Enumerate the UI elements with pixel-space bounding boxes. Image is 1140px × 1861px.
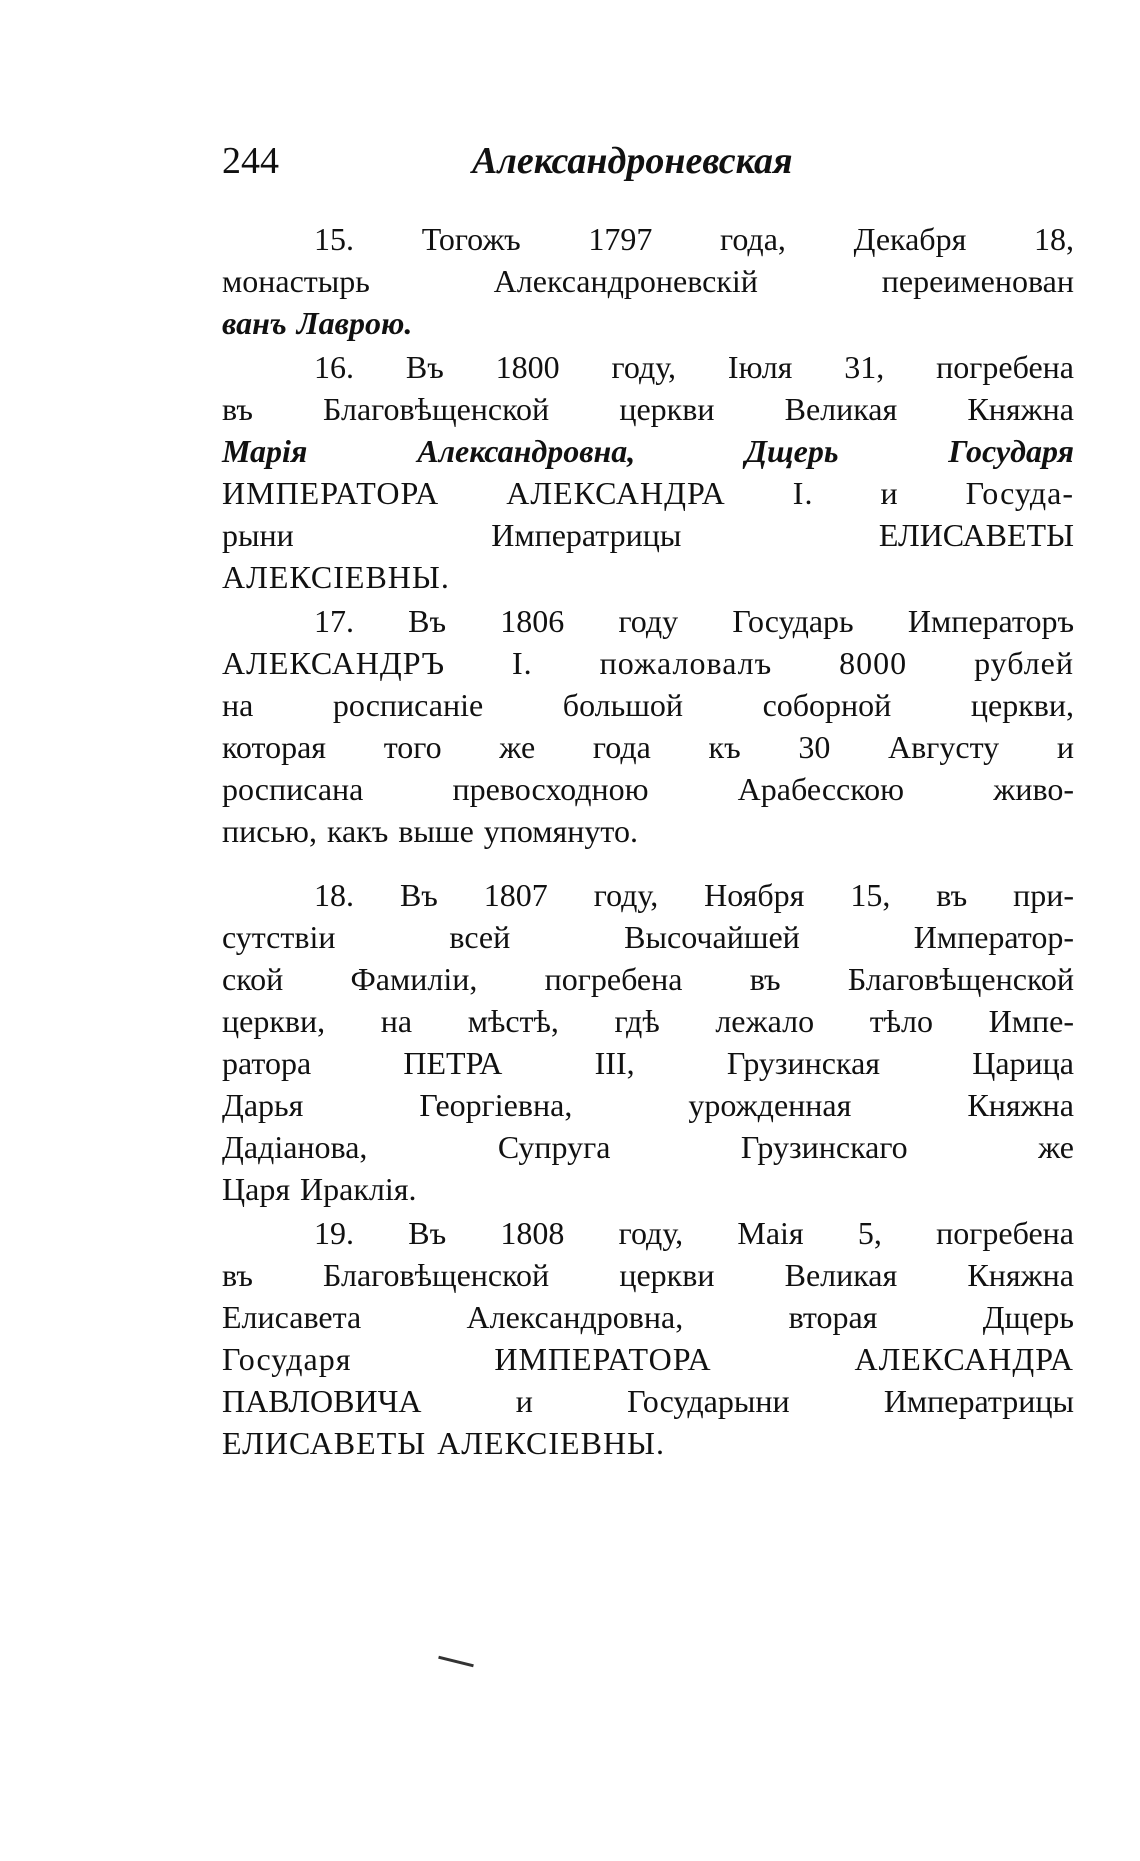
text-line: Елисавета Александровна, вторая Дщерь (222, 1299, 1074, 1335)
text-line: Дарья Георгіевна, урожденная Княжна (222, 1087, 1074, 1123)
text-line: въ Благовѣщенской церкви Великая Княжна (222, 1257, 1074, 1293)
paragraph-19 (222, 1212, 1074, 1464)
paragraph-18 (222, 874, 1074, 1210)
text-line: Марія Александровна, Дщерь Государя (222, 433, 1074, 469)
paragraph-15 (222, 218, 1074, 344)
text-line: 15. Тогожъ 1797 года, Декабря 18, (314, 221, 1074, 257)
text-line: 19. Въ 1808 году, Маія 5, погребена (314, 1215, 1074, 1251)
text-line: АЛЕКСІЕВНЫ. (222, 559, 450, 595)
text-line: рыни Императрицы ЕЛИСАВЕТЫ (222, 517, 1074, 553)
text-line: ЕЛИСАВЕТЫ АЛЕКСІЕВНЫ. (222, 1425, 665, 1461)
text-line: ПАВЛОВИЧА и Государыни Императрицы (222, 1383, 1074, 1419)
text-line: Царя Ираклія. (222, 1171, 417, 1207)
running-title: Александроневская (472, 140, 793, 182)
paragraph-17 (222, 600, 1074, 852)
text-line: Дадіанова, Супруга Грузинскаго же (222, 1129, 1074, 1165)
text-line: ИМПЕРАТОРА АЛЕКСАНДРА I. и Госуда- (222, 475, 1074, 511)
paragraph-16 (222, 346, 1074, 598)
book-page (222, 0, 1074, 1861)
text-line: Государя ИМПЕРАТОРА АЛЕКСАНДРА (222, 1341, 1074, 1377)
text-line: ратора ПЕТРА III, Грузинская Царица (222, 1045, 1074, 1081)
text-line: церкви, на мѣстѣ, гдѣ лежало тѣло Импе- (222, 1003, 1074, 1039)
text-line (222, 302, 1074, 344)
text-line: сутствіи всей Высочайшей Император- (222, 919, 1074, 955)
text-line: писью, какъ выше упомянуто. (222, 813, 638, 849)
italic-term: ванъ Лаврою. (222, 305, 413, 341)
text-line: которая того же года къ 30 Августу и (222, 729, 1074, 765)
text-line: 17. Въ 1806 году Государь Императоръ (314, 603, 1074, 639)
text-line: на росписаніе большой соборной церкви, (222, 687, 1074, 723)
text-line: въ Благовѣщенской церкви Великая Княжна (222, 391, 1074, 427)
page-header (222, 136, 1074, 186)
page-number: 244 (222, 140, 279, 182)
text-line: монастырь Александроневскій переименован (222, 263, 1074, 299)
text-line: 18. Въ 1807 году, Ноября 15, въ при- (314, 877, 1074, 913)
text-line: росписана превосходною Арабесскою живо- (222, 771, 1074, 807)
text-line: ской Фамиліи, погребена въ Благовѣщенской (222, 961, 1074, 997)
text-line: АЛЕКСАНДРЪ I. пожаловалъ 8000 рублей (222, 645, 1074, 681)
text-line: 16. Въ 1800 году, Іюля 31, погребена (314, 349, 1074, 385)
body-text (222, 218, 1074, 1464)
